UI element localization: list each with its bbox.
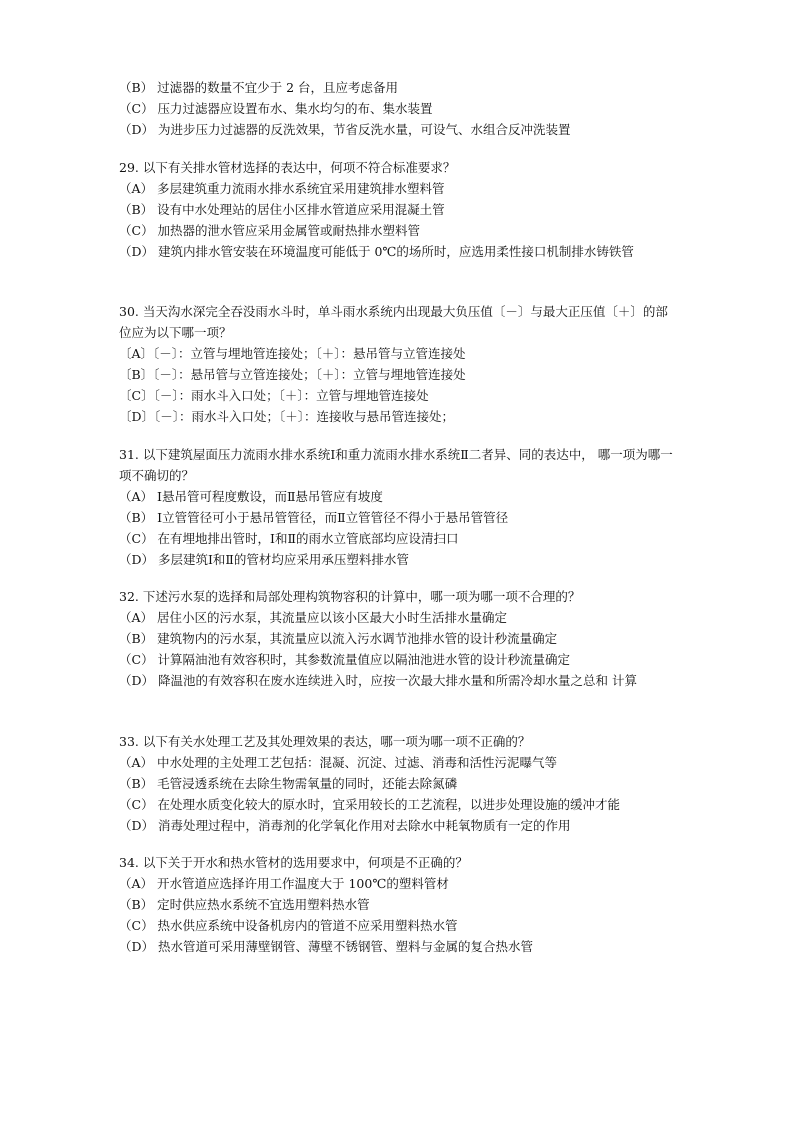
option-c: （C） 在处理水质变化较大的原水时，宜采用较长的工艺流程，以进步处理设施的缓冲才能 [119, 797, 621, 812]
option-a: （A） Ⅰ悬吊管可程度敷设，而Ⅱ悬吊管应有坡度 [119, 489, 383, 504]
option-d: （D） 建筑内排水管安装在环境温度可能低于 0℃的场所时，应选用柔性接口机制排水铸铁管 [119, 244, 634, 259]
question-34 [119, 852, 679, 957]
question-32 [119, 586, 679, 691]
question-30 [119, 301, 679, 427]
question-29 [119, 157, 679, 262]
question-title: 32. 下述污水泵的选择和局部处理构筑物容积的计算中，哪一项为哪一项不合理的？ [119, 589, 581, 604]
option-d: （D） 热水管道可采用薄壁钢管、薄壁不锈钢管、塑料与金属的复合热水管 [119, 939, 533, 954]
option-a: （A） 居住小区的污水泵，其流量应以该小区最大小时生活排水量确定 [119, 610, 508, 625]
option-b: （B） 设有中水处理站的居住小区排水管道应采用混凝土管 [119, 202, 445, 217]
option-b: 〔B〕〔－〕：悬吊管与立管连接处；〔＋〕：立管与埋地管连接处 [119, 367, 466, 382]
question-31 [119, 444, 679, 570]
option-b: （B） Ⅰ立管管径可小于悬吊管管径，而Ⅱ立管管径不得小于悬吊管管径 [119, 510, 509, 525]
option-c: （C） 计算隔油池有效容积时，其参数流量值应以隔油池进水管的设计秒流量确定 [119, 652, 571, 667]
question-title: 34. 以下关于开水和热水管材的选用要求中，何项是不正确的？ [119, 855, 468, 870]
option-c: 〔C〕〔－〕：雨水斗入口处；〔＋〕：立管与埋地管连接处 [119, 388, 429, 403]
option-b: （B） 过滤器的数量不宜少于 2 台，且应考虑备用 [119, 80, 399, 95]
prev-question-options [119, 77, 679, 140]
option-d: （D） 为进步压力过滤器的反洗效果，节省反洗水量，可设气、水组合反冲洗装置 [119, 122, 571, 137]
option-c: （C） 在有埋地排出管时，Ⅰ和Ⅱ的雨水立管底部均应设清扫口 [119, 531, 459, 546]
option-a: （A） 开水管道应选择许用工作温度大于 100℃的塑料管材 [119, 876, 449, 891]
question-title: 33. 以下有关水处理工艺及其处理效果的表达，哪一项为哪一项不正确的？ [119, 734, 531, 749]
option-c: （C） 压力过滤器应设置布水、集水均匀的布、集水装置 [119, 101, 433, 116]
option-a: 〔A〕〔－〕：立管与埋地管连接处；〔＋〕：悬吊管与立管连接处 [119, 346, 466, 361]
option-c: （C） 加热器的泄水管应采用金属管或耐热排水塑料管 [119, 223, 421, 238]
option-b: （B） 定时供应热水系统不宜选用塑料热水管 [119, 897, 370, 912]
option-a: （A） 多层建筑重力流雨水排水系统宜采用建筑排水塑料管 [119, 181, 445, 196]
option-d: （D） 消毒处理过程中，消毒剂的化学氧化作用对去除水中耗氧物质有一定的作用 [119, 818, 571, 833]
option-c: （C） 热水供应系统中设备机房内的管道不应采用塑料热水管 [119, 918, 458, 933]
option-b: （B） 毛管浸透系统在去除生物需氧量的同时，还能去除氮磷 [119, 776, 458, 791]
question-title: 29. 以下有关排水管材选择的表达中，何项不符合标准要求？ [119, 160, 456, 175]
option-a: （A） 中水处理的主处理工艺包括：混凝、沉淀、过滤、消毒和活性污泥曝气等 [119, 755, 558, 770]
option-d: 〔D〕〔－〕：雨水斗入口处；〔＋〕：连接收与悬吊管连接处； [119, 409, 455, 424]
question-title: 31. 以下建筑屋面压力流雨水排水系统Ⅰ和重力流雨水排水系统Ⅱ二者异、同的表达中， 哪一项为哪一项不确切的？ [119, 447, 673, 483]
question-33 [119, 731, 679, 836]
option-d: （D） 降温池的有效容积在废水连续进入时，应按一次最大排水量和所需冷却水量之总和 计算 [119, 673, 637, 688]
option-d: （D） 多层建筑Ⅰ和Ⅱ的管材均应采用承压塑料排水管 [119, 552, 409, 567]
option-b: （B） 建筑物内的污水泵，其流量应以流入污水调节池排水管的设计秒流量确定 [119, 631, 558, 646]
question-title: 30. 当天沟水深完全吞没雨水斗时，单斗雨水系统内出现最大负压值〔－〕与最大正压值〔＋〕的部位应为以下哪一项？ [119, 304, 668, 340]
